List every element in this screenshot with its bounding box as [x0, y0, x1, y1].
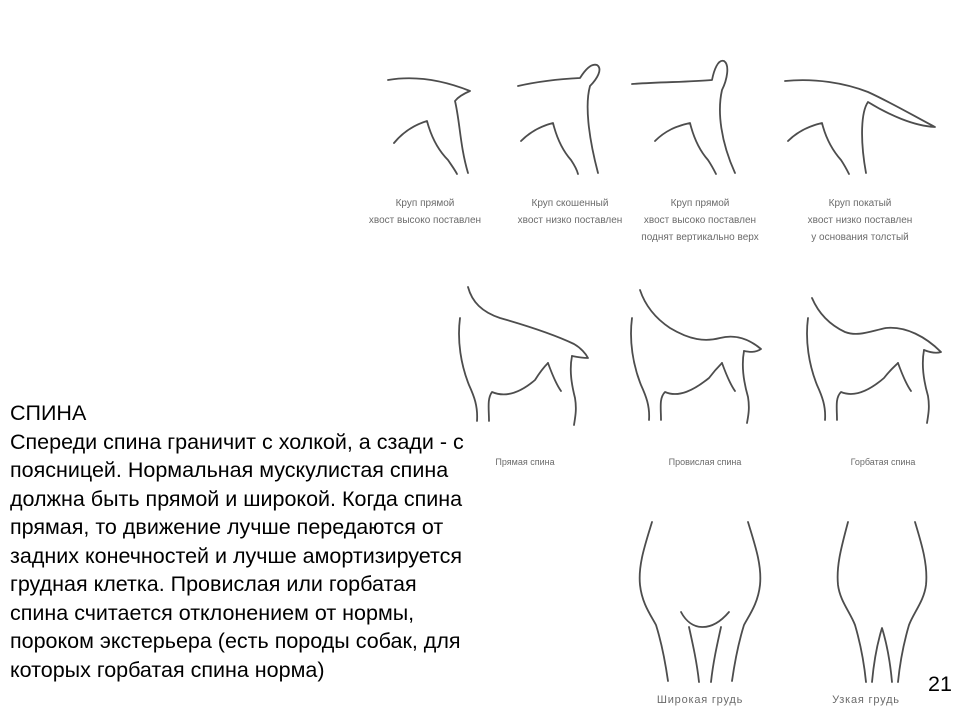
chest-2-right-contour [898, 522, 926, 682]
back-caption-humped: Горбатая спина [850, 457, 916, 467]
croup-sloped-low-tail-drawing [518, 65, 599, 174]
back-humped-drawing [807, 298, 941, 423]
body-line: Спереди спина граничит с холкой, а сзади - с [10, 429, 464, 454]
chest-1-right-leg-inner [711, 627, 721, 682]
caption-line: хвост низко поставлен [517, 215, 623, 226]
back-2-inner-line [722, 363, 735, 391]
body-line: должна быть прямой и широкой. Когда спина [10, 486, 463, 511]
body-line: спина считается отклонением от нормы, [10, 600, 415, 625]
croup-3-thigh-line [655, 123, 716, 174]
chest-broad-drawing [640, 522, 761, 682]
back-sagging-drawing [631, 290, 761, 423]
caption-line: хвост высоко поставлен [643, 215, 757, 226]
back-1-belly-line [489, 363, 548, 421]
back-3-topline [812, 298, 941, 353]
back-3-front-line [807, 318, 825, 420]
caption-line: Круп прямой [395, 198, 455, 209]
body-line: задних конечностей и лучше амортизируется [10, 543, 463, 568]
back-2-front-line [631, 318, 649, 420]
caption-line: Круп скошенный [531, 198, 609, 209]
back-straight-drawing [459, 287, 588, 425]
chest-1-left-contour [640, 522, 668, 681]
description-text-block [10, 399, 464, 684]
caption-line: хвост высоко поставлен [368, 215, 482, 226]
back-2-topline [640, 290, 761, 352]
chest-1-right-contour [732, 522, 760, 681]
croup-4-back-line [785, 80, 935, 173]
body-line: поясницей. Нормальная мускулистая спина [10, 458, 449, 482]
back-3-belly-line [837, 363, 898, 420]
croup-2-thigh-line [521, 123, 578, 174]
croup-straight-vertical-tail-drawing [632, 61, 735, 174]
caption-line: хвост низко поставлен [807, 215, 913, 226]
chest-caption-broad: Широкая грудь [656, 694, 744, 706]
body-line: которых горбатая спина норма) [10, 657, 325, 682]
section-title: СПИНА [10, 401, 87, 425]
croup-caption-3 [615, 195, 785, 246]
caption-line: Круп покатый [828, 198, 892, 209]
body-line: прямая, то движение лучше передаются от [10, 515, 444, 539]
chest-narrow-drawing [838, 522, 927, 682]
back-3-rear-leg-line [923, 350, 929, 423]
croup-caption-4 [775, 195, 945, 246]
caption-line: поднят вертикально верх [641, 232, 759, 243]
caption-line: у основания толстый [811, 232, 909, 243]
back-2-rear-leg-line [743, 351, 749, 423]
chest-caption-narrow: Узкая грудь [832, 694, 900, 706]
back-1-inner-line [548, 363, 561, 391]
croup-2-back-line [518, 65, 599, 173]
back-caption-sagging: Провислая спина [668, 457, 742, 467]
caption-line: Круп прямой [670, 198, 730, 209]
croup-sloping-thick-tail-drawing [785, 80, 935, 174]
back-2-belly-line [661, 363, 722, 420]
chest-2-inner-legs [872, 628, 892, 682]
body-line: пороком экстерьера (есть породы собак, для [10, 629, 461, 653]
back-3-inner-line [898, 363, 911, 391]
croup-4-thigh-line [788, 123, 849, 174]
back-1-topline [468, 287, 588, 358]
croup-straight-high-tail-drawing [388, 78, 470, 174]
croup-3-back-line [632, 61, 735, 173]
back-1-rear-leg-line [571, 356, 576, 425]
chest-1-brisket-curve [681, 612, 729, 627]
slide-number: 21 [928, 672, 952, 696]
chest-2-left-contour [838, 522, 866, 682]
back-caption-straight: Прямая спина [495, 457, 555, 467]
chest-1-left-leg-inner [689, 627, 699, 682]
croup-1-thigh-line [394, 121, 457, 174]
body-line: грудная клетка. Провислая или горбатая [10, 572, 417, 596]
